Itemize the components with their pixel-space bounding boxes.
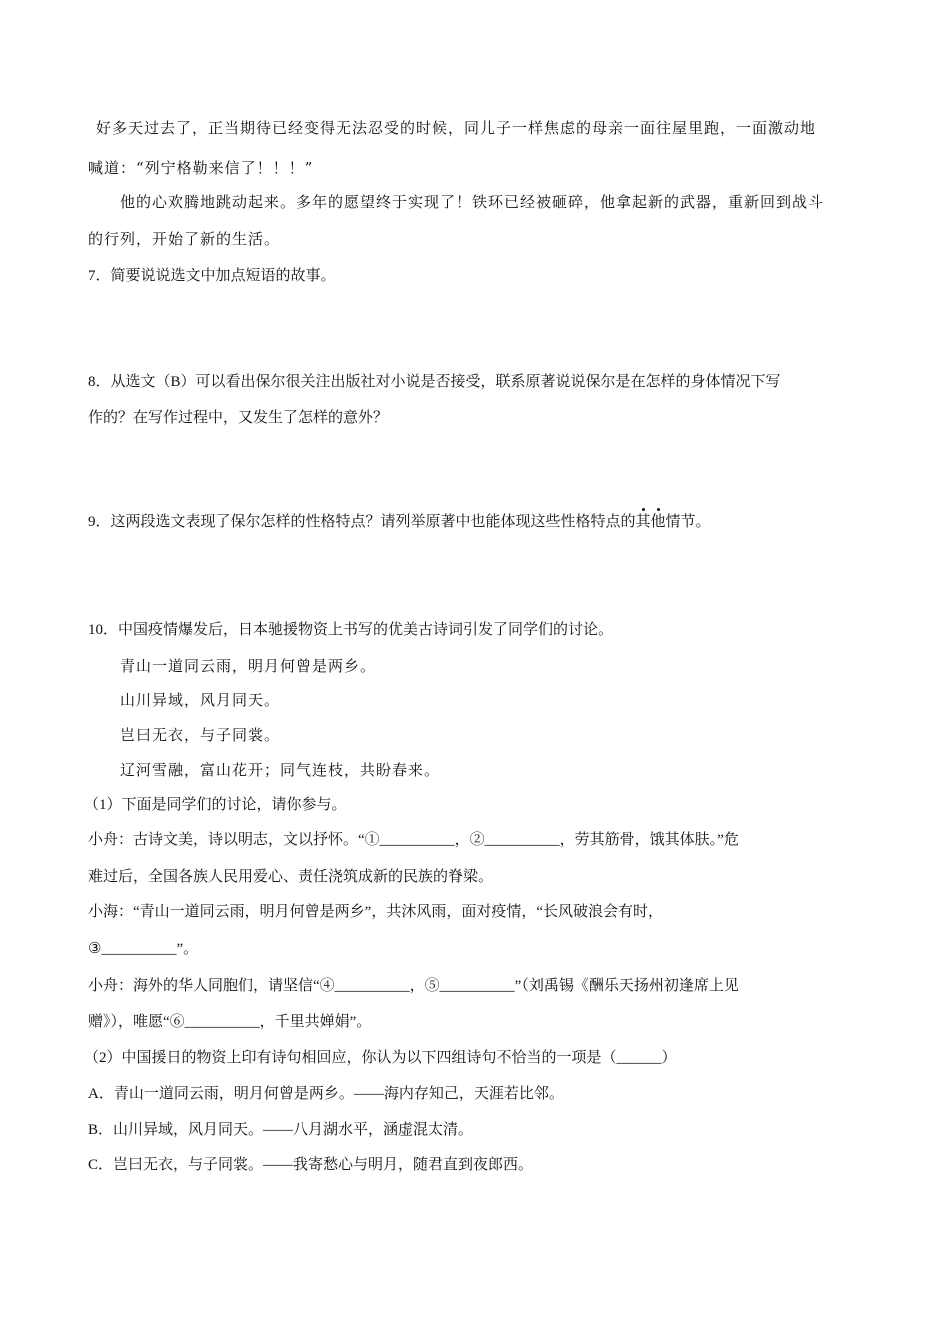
poem-line: 青山一道同云雨，明月何曾是两乡。	[120, 657, 377, 675]
poem-line: 辽河雪融，富山花开；同气连枝，共盼春来。	[120, 761, 441, 779]
poem-line: 岂曰无衣，与子同裳。	[120, 726, 281, 744]
passage-line: 喊道：“列宁格勒来信了！！！”	[88, 159, 314, 177]
emphasis-dot-char: 他	[650, 514, 666, 530]
discussion-line: 小舟：古诗文美，诗以明志，文以抒怀。“①__________，②__________，劳其筋骨，饿其体肤。”危	[88, 832, 739, 848]
question-8-line-1: 8．从选文（B）可以看出保尔很关注出版社对小说是否接受，联系原著说说保尔是在怎样的身体情况下写	[88, 374, 781, 390]
question-9	[88, 512, 711, 532]
question-9-text: 9．这两段选文表现了保尔怎样的性格特点？请列举原著中也能体现这些性格特点的	[88, 514, 636, 530]
sub-question-1: （1）下面是同学们的讨论，请你参与。	[84, 797, 347, 813]
option-b: B．山川异域，风月同天。——八月湖水平，涵虚混太清。	[88, 1122, 474, 1138]
discussion-line: ③__________”。	[88, 941, 199, 957]
option-a: A．青山一道同云雨，明月何曾是两乡。——海内存知己，天涯若比邻。	[88, 1086, 564, 1102]
discussion-line: 难过后，全国各族人民用爱心、责任浇筑成新的民族的脊梁。	[88, 869, 494, 885]
discussion-line: 赠》），唯愿“⑥__________，千里共婵娟”。	[88, 1014, 372, 1030]
passage-line: 的行列，开始了新的生活。	[88, 230, 281, 248]
sub-question-2: （2）中国援日的物资上印有诗句相回应，你认为以下四组诗句不恰当的一项是（______）	[84, 1050, 677, 1066]
passage-line: 好多天过去了，正当期待已经变得无法忍受的时候，同儿子一样焦虑的母亲一面往屋里跑，一面激动地	[96, 119, 817, 137]
poem-line: 山川异域，风月同天。	[120, 691, 281, 709]
emphasis-dot-char: 其	[635, 514, 651, 530]
question-8-line-2: 作的？在写作过程中，又发生了怎样的意外？	[88, 410, 389, 426]
passage-line: 他的心欢腾地跳动起来。多年的愿望终于实现了！铁环已经被砸碎，他拿起新的武器，重新回到战斗	[120, 193, 825, 211]
question-10-intro: 10．中国疫情爆发后，日本驰援物资上书写的优美古诗词引发了同学们的讨论。	[88, 622, 614, 638]
question-9-text-end: 情节。	[665, 514, 711, 530]
discussion-line: 小海：“青山一道同云雨，明月何曾是两乡”，共沐风雨，面对疫情，“长风破浪会有时，	[88, 904, 663, 920]
discussion-line: 小舟：海外的华人同胞们，请坚信“④__________，⑤__________”（刘禹锡《酬乐天扬州初逢席上见	[88, 978, 739, 994]
question-7: 7．简要说说选文中加点短语的故事。	[88, 268, 336, 284]
option-c: C．岂曰无衣，与子同裳。——我寄愁心与明月，随君直到夜郎西。	[88, 1157, 534, 1173]
